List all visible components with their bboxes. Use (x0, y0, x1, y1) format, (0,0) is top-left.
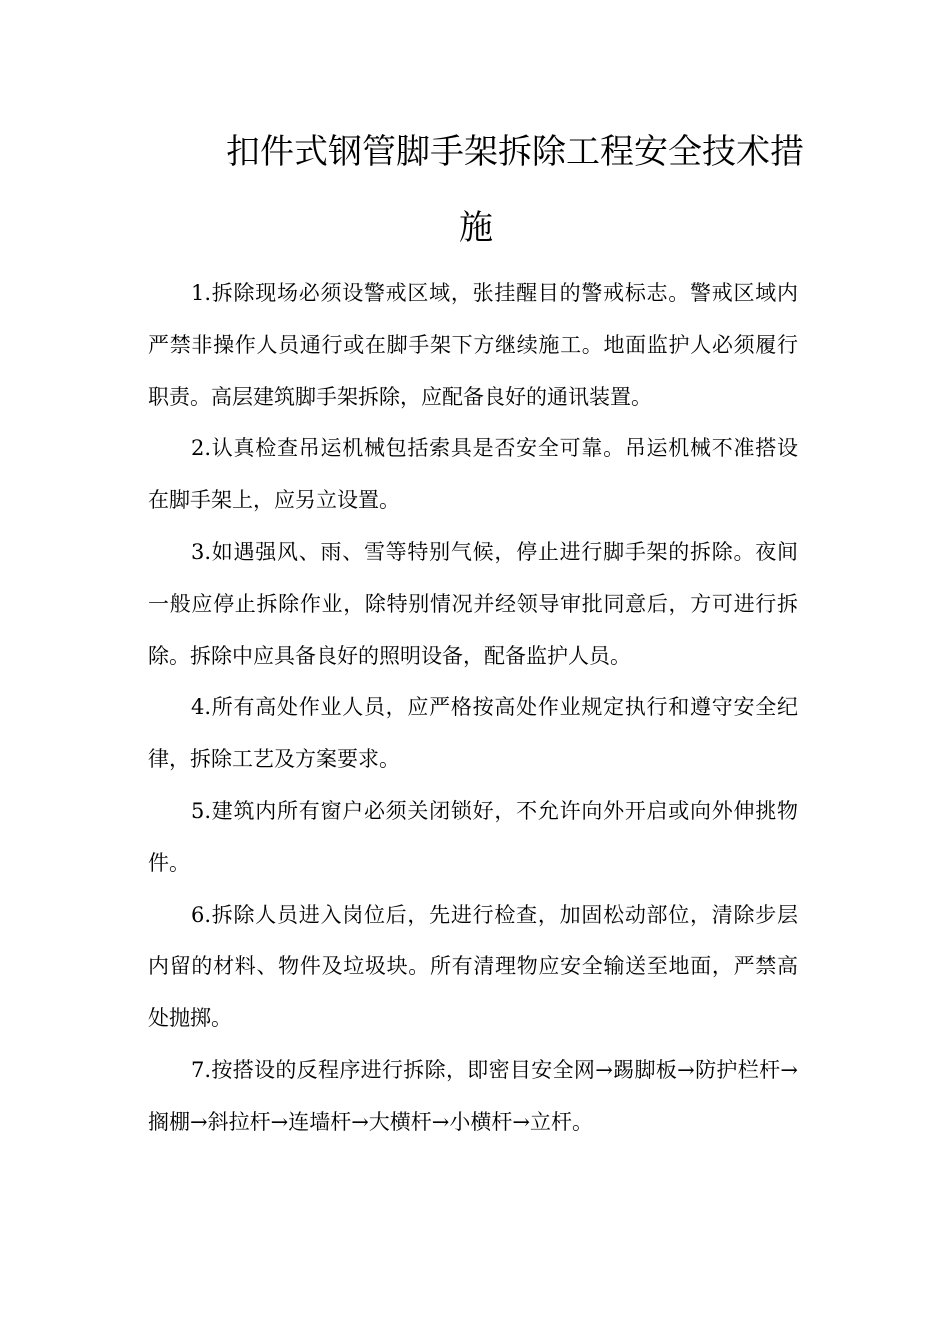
paragraph-4: 4.所有高处作业人员，应严格按高处作业规定执行和遵守安全纪律，拆除工艺及方案要求。 (148, 695, 798, 772)
document-body (148, 268, 798, 1149)
paragraph-7: 7.按搭设的反程序进行拆除，即密目安全网→踢脚板→防护栏杆→搁棚→斜拉杆→连墙杆→大横杆→小横杆→立杆。 (148, 1057, 798, 1134)
paragraph-3: 3.如遇强风、雨、雪等特别气候，停止进行脚手架的拆除。夜间一般应停止拆除作业，除特别情况并经领导审批同意后，方可进行拆除。拆除中应具备良好的照明设备，配备监护人员。 (148, 539, 798, 668)
document-title-line2: 施 (459, 208, 493, 248)
paragraph-1: 1.拆除现场必须设警戒区域，张挂醒目的警戒标志。警戒区域内严禁非操作人员通行或在脚手架下方继续施工。地面监护人必须履行职责。高层建筑脚手架拆除，应配备良好的通讯装置。 (148, 281, 798, 409)
paragraph-2: 2.认真检查吊运机械包括索具是否安全可靠。吊运机械不准搭设在脚手架上，应另立设置。 (148, 436, 798, 513)
document-title-line1: 扣件式钢管脚手架拆除工程安全技术措 (226, 132, 804, 172)
paragraph-6: 6.拆除人员进入岗位后，先进行检查，加固松动部位，清除步层内留的材料、物件及垃圾块。所有清理物应安全输送至地面，严禁高处抛掷。 (148, 902, 798, 1031)
paragraph-5: 5.建筑内所有窗户必须关闭锁好，不允许向外开启或向外伸挑物件。 (148, 798, 798, 875)
